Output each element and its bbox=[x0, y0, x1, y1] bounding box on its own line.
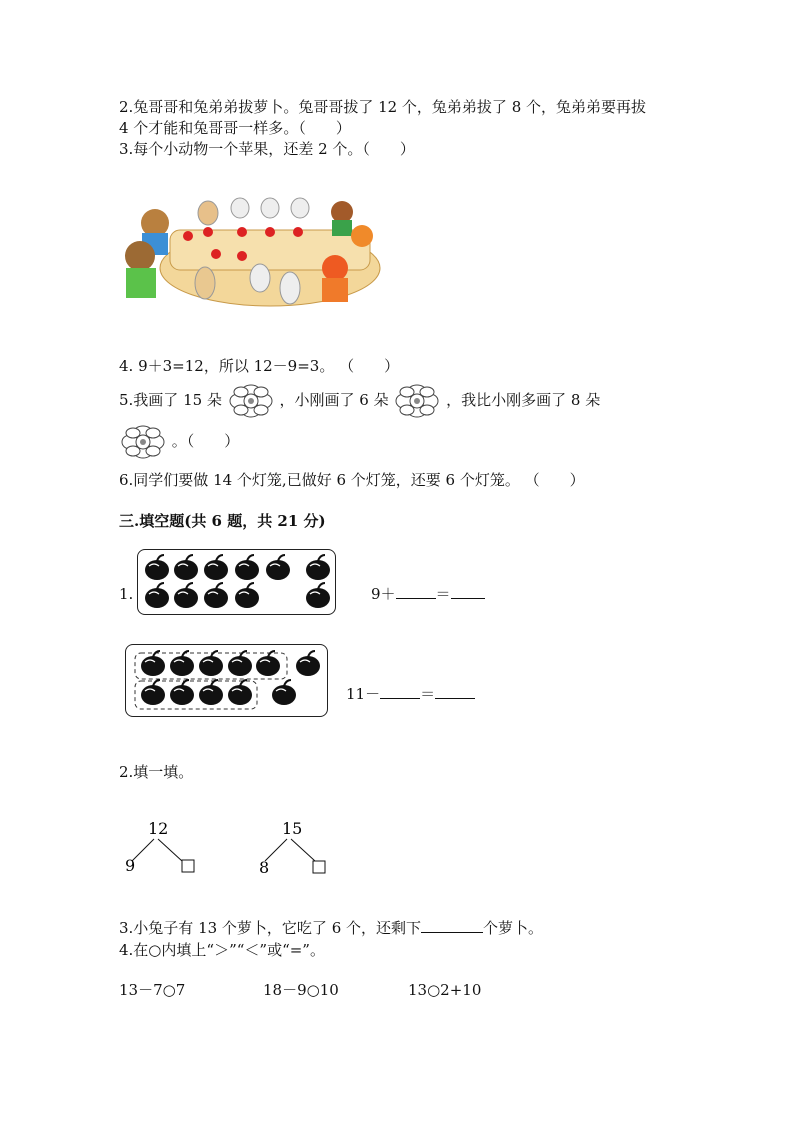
apple-icon bbox=[199, 651, 223, 676]
question-5-text-d: 。（ ） bbox=[171, 432, 240, 450]
equation-1-equals: ＝ bbox=[435, 585, 451, 603]
apple-icon bbox=[170, 680, 194, 705]
equation-2-prefix: 11－ bbox=[346, 685, 381, 703]
compare-item-2: 18－9○10 bbox=[263, 981, 339, 999]
question-5-line-1 bbox=[119, 382, 600, 419]
apple-box-2 bbox=[125, 644, 328, 717]
animals-table-illustration bbox=[120, 188, 388, 318]
question-6: 6.同学们要做 14 个灯笼,已做好 6 个灯笼，还要 6 个灯笼。 （ ） bbox=[119, 471, 585, 489]
fill-question-2: 2.填一填。 bbox=[119, 763, 194, 781]
apple-icon bbox=[145, 555, 169, 580]
number-tree-2 bbox=[255, 815, 345, 880]
apple-icon bbox=[235, 583, 259, 608]
apple-icon bbox=[204, 583, 228, 608]
tree-2-top: 15 bbox=[282, 819, 303, 838]
flower-icon bbox=[229, 383, 273, 419]
fill-question-3-a: 3.小兔子有 13 个萝卜，它吃了 6 个，还剩下 bbox=[119, 919, 422, 937]
apple-icon bbox=[266, 555, 290, 580]
apple-icon bbox=[306, 555, 330, 580]
apple-icon bbox=[170, 651, 194, 676]
apple-icon bbox=[296, 651, 320, 676]
fill-question-1-label: 1. bbox=[119, 585, 134, 603]
apple-icon bbox=[272, 680, 296, 705]
equation-2 bbox=[346, 684, 475, 704]
question-2-line-2: 4 个才能和兔哥哥一样多。（ ） bbox=[119, 119, 351, 137]
apple-icon bbox=[174, 555, 198, 580]
equation-2-blank-2[interactable] bbox=[435, 684, 475, 699]
tree-1-answer-box[interactable] bbox=[182, 860, 194, 872]
apple-icon bbox=[204, 555, 228, 580]
fill-question-4: 4.在○内填上“＞”“＜”或“=”。 bbox=[119, 941, 325, 959]
tree-2-answer-box[interactable] bbox=[313, 861, 325, 873]
question-4: 4. 9＋3=12，所以 12－9=3。 （ ） bbox=[119, 357, 400, 375]
apple-icon bbox=[141, 680, 165, 705]
apple-icon bbox=[141, 651, 165, 676]
apple-group-2 bbox=[126, 645, 327, 716]
apple-icon bbox=[228, 651, 252, 676]
section-title: 三.填空题(共 6 题，共 21 分) bbox=[119, 512, 326, 530]
apple-icon bbox=[199, 680, 223, 705]
flower-icon bbox=[121, 424, 165, 460]
tree-1-left: 9 bbox=[125, 856, 136, 875]
question-3: 3.每个小动物一个苹果，还差 2 个。（ ） bbox=[119, 140, 415, 158]
fill-question-3-b: 个萝卜。 bbox=[483, 919, 544, 937]
apple-icon bbox=[256, 651, 280, 676]
apple-group-1 bbox=[138, 550, 335, 614]
tree-2-left: 8 bbox=[259, 858, 270, 877]
equation-1-blank-1[interactable] bbox=[396, 584, 436, 599]
apple-icon bbox=[145, 583, 169, 608]
question-5-text-a: 5.我画了 15 朵 bbox=[119, 391, 222, 409]
question-5-text-c: ，我比小刚多画了 8 朵 bbox=[446, 391, 601, 409]
apple-icon bbox=[235, 555, 259, 580]
question-2-line-1: 2.兔哥哥和兔弟弟拔萝卜。兔哥哥拔了 12 个，兔弟弟拔了 8 个，兔弟弟要再拔 bbox=[119, 98, 647, 116]
flower-icon bbox=[395, 383, 439, 419]
equation-1-blank-2[interactable] bbox=[451, 584, 485, 599]
equation-1-prefix: 9＋ bbox=[371, 585, 396, 603]
equation-1 bbox=[371, 584, 485, 604]
apple-icon bbox=[174, 583, 198, 608]
question-5-text-b: ，小刚画了 6 朵 bbox=[279, 391, 389, 409]
tree-1-top: 12 bbox=[148, 819, 169, 838]
fill-question-3-blank[interactable] bbox=[421, 918, 483, 933]
question-5-line-2 bbox=[119, 423, 239, 460]
number-tree-1 bbox=[120, 815, 210, 880]
equation-2-equals: ＝ bbox=[420, 685, 436, 703]
compare-item-1: 13－7○7 bbox=[119, 981, 186, 999]
apple-icon bbox=[228, 680, 252, 705]
fill-question-3 bbox=[119, 918, 543, 938]
apple-icon bbox=[306, 583, 330, 608]
compare-item-3: 13○2+10 bbox=[408, 981, 482, 999]
equation-2-blank-1[interactable] bbox=[380, 684, 420, 699]
apple-box-1 bbox=[137, 549, 336, 615]
